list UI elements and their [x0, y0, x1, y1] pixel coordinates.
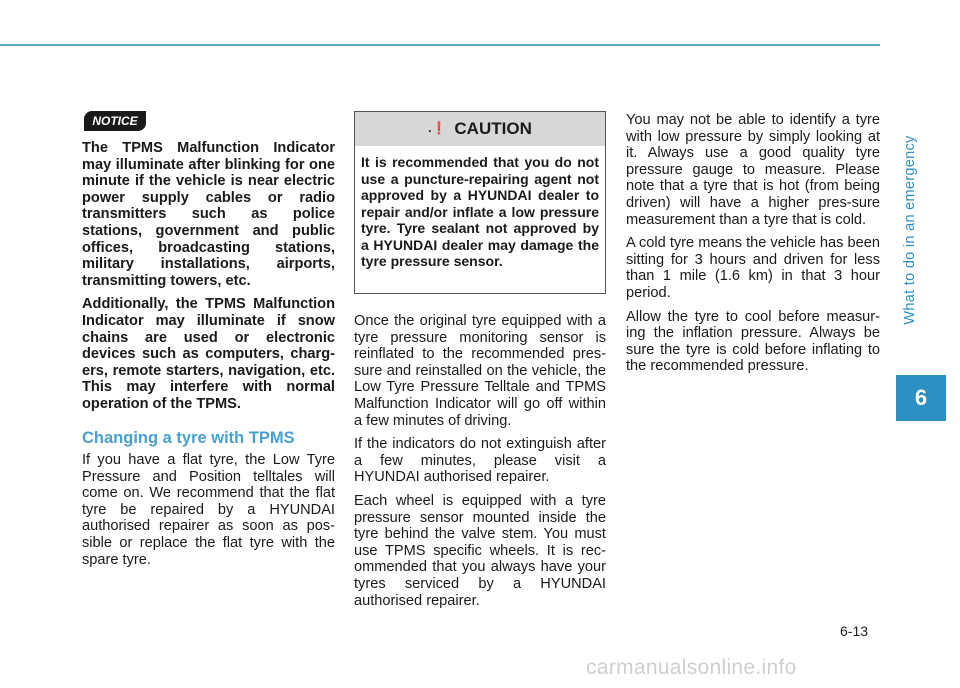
body-paragraph: Allow the tyre to cool before measur-ing the inflation pressure. Always be sure the tyre is cold before inflating to the recommended pressure.: [626, 308, 880, 375]
chapter-number: 6: [914, 385, 928, 410]
section-heading: Changing a tyre with TPMS: [82, 429, 295, 447]
chapter-tab[interactable]: [896, 375, 946, 421]
caution-header: [355, 112, 605, 146]
watermark: carmanualsonline.info: [586, 656, 797, 679]
section-body: [82, 452, 335, 575]
header-rule: [0, 44, 880, 46]
notice-body: [82, 140, 335, 420]
body-paragraph: Once the original tyre equipped with a tyre pressure monitoring sensor is reinflated to the recommended pres-sure and reinstalled on the vehicle, the Low Tyre Pressure Telltale and TPMS Malfunction Indicator will go off within a few minutes of driving.: [354, 313, 606, 429]
section-side-title: [890, 80, 930, 380]
caution-box: [354, 111, 606, 294]
body-paragraph: Each wheel is equipped with a tyre pressure sensor mounted inside the tyre behind the valve stem. You must use TPMS specific wheels. It is rec-ommended that you always have your tyres serviced by a HYUNDAI authorised repairer.: [354, 492, 606, 609]
notice-paragraph: Additionally, the TPMS Malfunction Indicator may illuminate if snow chains are used or electronic devices such as computers, charg-ers, remote starters, navigation, etc. This may interfere with normal operation of the TPMS.: [82, 296, 335, 412]
column3-body: [626, 112, 880, 382]
section-paragraph: If you have a flat tyre, the Low Tyre Pressure and Position telltales will come on. We recommend that the flat tyre be repaired by a HYUNDAI authorised repairer as soon as pos-sible or replace the flat tyre with the spare tyre.: [82, 452, 335, 568]
notice-paragraph: The TPMS Malfunction Indicator may illuminate after blinking for one minute if the vehicle is near electric power supply cables or radio transmitters such as police stations, government and public offices, broadcasting stations, military installations, airports, transmitting towers, etc.: [82, 140, 335, 289]
body-paragraph: If the indicators do not extinguish after a few minutes, please visit a HYUNDAI authorised repairer.: [354, 436, 606, 486]
caution-text: It is recommended that you do not use a puncture-repairing agent not approved by a HYUNDAI dealer to repair and/or inflate a low pressure tyre. Tyre sealant not approved by a HYUNDAI dealer may damage the tyre pressure sensor.: [361, 154, 599, 269]
caution-title: CAUTION: [454, 119, 532, 138]
section-title-text: What to do in an emergency: [902, 135, 918, 325]
body-paragraph: You may not be able to identify a tyre with low pressure by simply looking at it. Always use a good quality tyre pressure gauge to measure. Please note that a tyre that is hot (from being driven) will have a higher pres-sure measurement than a tyre that is cold.: [626, 112, 880, 228]
notice-badge: NOTICE: [84, 111, 146, 131]
page-number: 6-13: [840, 623, 869, 639]
body-paragraph: A cold tyre means the vehicle has been sitting for 3 hours and driven for less than 1 mile (1.6 km) in that 3 hour period.: [626, 235, 880, 301]
warning-icon: .❗: [428, 121, 447, 135]
column2-body: [354, 313, 606, 616]
